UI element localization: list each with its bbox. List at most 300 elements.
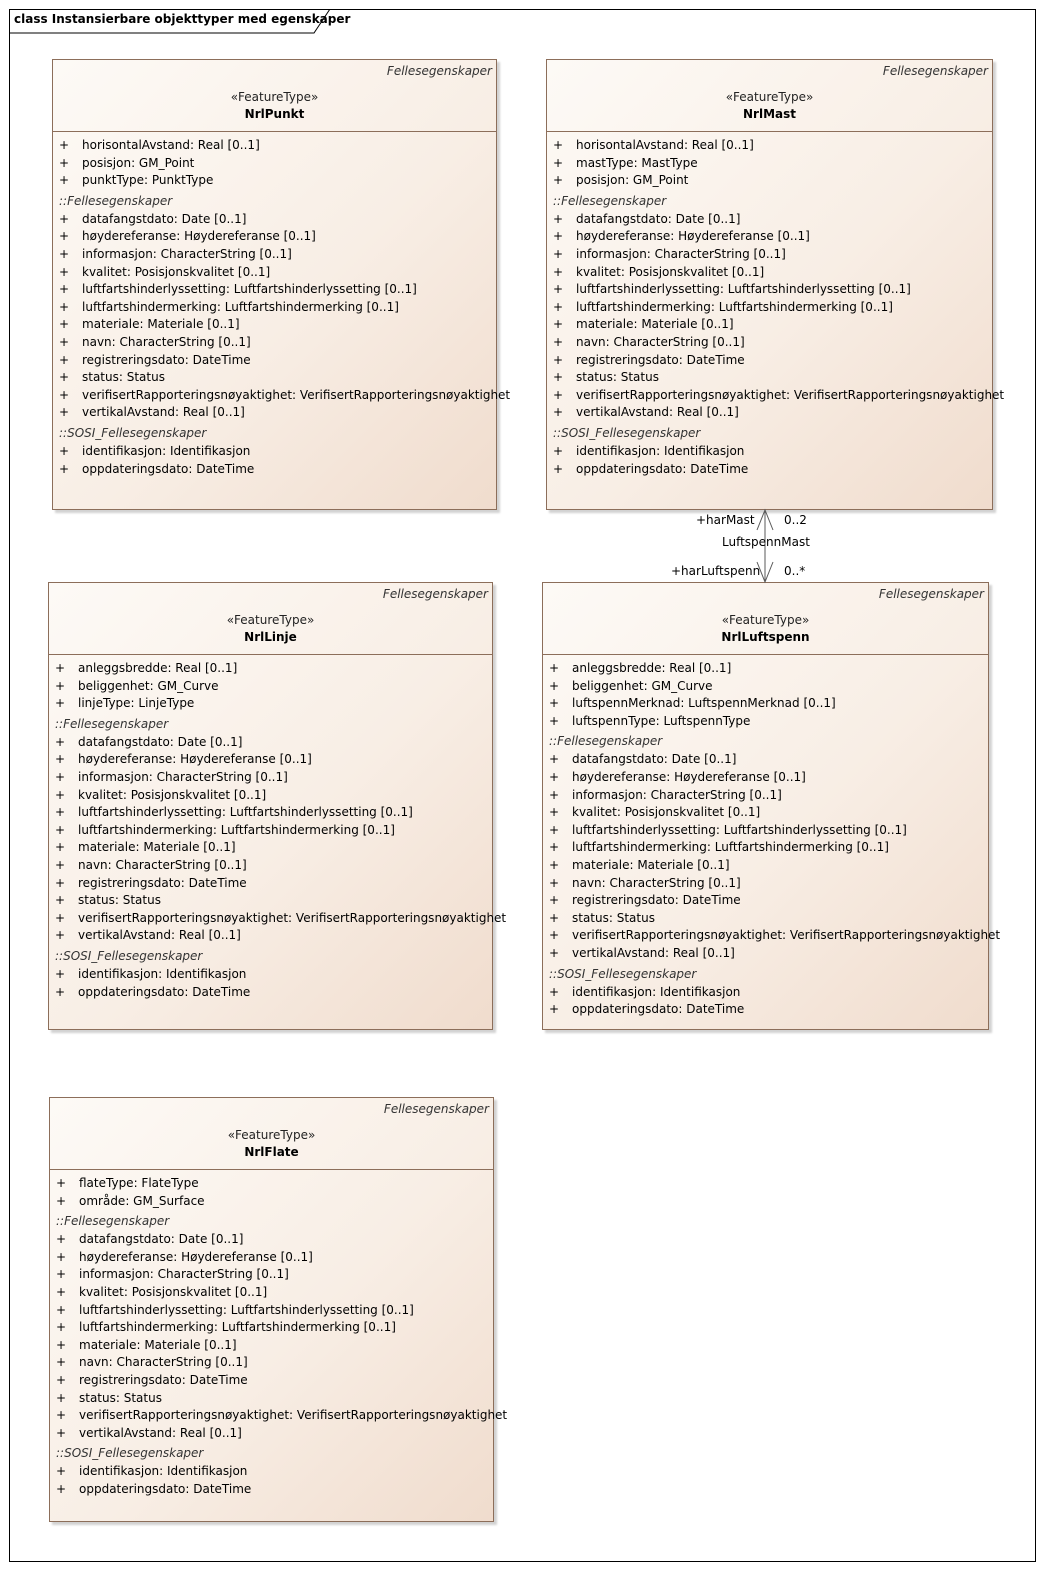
visibility-marker: + bbox=[56, 1320, 67, 1335]
attribute-row[interactable] bbox=[56, 1337, 493, 1355]
role-harmast: +harMast bbox=[696, 513, 755, 527]
attribute-text: informasjon: CharacterString [0..1] bbox=[79, 1267, 289, 1282]
class-header bbox=[543, 583, 988, 655]
visibility-marker: + bbox=[549, 945, 560, 960]
attribute-text: posisjon: GM_Point bbox=[576, 173, 689, 188]
visibility-marker: + bbox=[549, 893, 560, 908]
attribute-text: vertikalAvstand: Real [0..1] bbox=[79, 1425, 242, 1440]
visibility-marker: + bbox=[56, 1425, 67, 1440]
visibility-marker: + bbox=[553, 211, 564, 226]
visibility-marker: + bbox=[553, 461, 564, 476]
class-nrlflate[interactable] bbox=[49, 1097, 508, 1522]
visibility-marker: + bbox=[56, 1232, 67, 1247]
attribute-row[interactable] bbox=[549, 769, 988, 787]
attribute-row[interactable] bbox=[549, 857, 988, 875]
attribute-row[interactable] bbox=[59, 228, 496, 246]
attribute-row[interactable] bbox=[56, 1407, 508, 1425]
visibility-marker: + bbox=[56, 1176, 67, 1190]
attribute-row[interactable] bbox=[549, 1001, 988, 1019]
group-sosi-fellesegenskaper: ::SOSI_Fellesegenskaper bbox=[59, 425, 207, 440]
class-name[interactable]: NrlLuftspenn bbox=[721, 630, 810, 644]
attribute-text: registreringsdato: DateTime bbox=[572, 893, 741, 908]
attribute-text: datafangstdato: Date [0..1] bbox=[79, 1232, 244, 1247]
attribute-text: navn: CharacterString [0..1] bbox=[82, 334, 251, 349]
visibility-marker: + bbox=[553, 317, 564, 332]
visibility-marker: + bbox=[553, 405, 564, 420]
visibility-marker: + bbox=[59, 211, 70, 226]
attribute-row[interactable] bbox=[56, 1231, 493, 1249]
visibility-marker: + bbox=[549, 928, 560, 943]
attribute-row[interactable] bbox=[553, 211, 992, 229]
attribute-text: verifisertRapporteringsnøyaktighet: VerifisertRapporteringsnøyaktighet bbox=[576, 387, 1005, 402]
supertype-label: Fellesegenskaper bbox=[882, 64, 988, 78]
attribute-row[interactable] bbox=[56, 1372, 493, 1390]
attribute-text: datafangstdato: Date [0..1] bbox=[82, 211, 247, 226]
attribute-text: beliggenhet: GM_Curve bbox=[572, 678, 713, 693]
visibility-marker: + bbox=[59, 370, 70, 385]
attribute-text: materiale: Materiale [0..1] bbox=[82, 317, 240, 332]
visibility-marker: + bbox=[56, 1284, 67, 1299]
visibility-marker: + bbox=[549, 822, 560, 837]
visibility-marker: + bbox=[549, 678, 560, 693]
attribute-text: navn: CharacterString [0..1] bbox=[572, 875, 741, 890]
attribute-row[interactable] bbox=[56, 1319, 493, 1337]
attribute-text: luftspennMerknad: LuftspennMerknad [0..1] bbox=[572, 696, 836, 711]
attribute-text: høydereferanse: Høydereferanse [0..1] bbox=[572, 769, 806, 784]
group-fellesegenskaper: ::Fellesegenskaper bbox=[59, 193, 173, 208]
attribute-text: beliggenhet: GM_Curve bbox=[78, 678, 219, 693]
attribute-row[interactable] bbox=[549, 822, 988, 840]
class-nrlpunkt[interactable] bbox=[52, 59, 511, 510]
attribute-text: verifisertRapporteringsnøyaktighet: VerifisertRapporteringsnøyaktighet bbox=[79, 1408, 508, 1423]
visibility-marker: + bbox=[553, 282, 564, 297]
attribute-row[interactable] bbox=[56, 1284, 493, 1302]
attribute-row[interactable] bbox=[55, 769, 492, 787]
attribute-text: registreringsdato: DateTime bbox=[79, 1372, 248, 1387]
attribute-compartment bbox=[53, 132, 511, 478]
attribute-text: anleggsbredde: Real [0..1] bbox=[572, 661, 732, 675]
attribute-row[interactable] bbox=[59, 387, 511, 405]
class-name[interactable]: NrlMast bbox=[743, 107, 796, 121]
group-sosi-fellesegenskaper: ::SOSI_Fellesegenskaper bbox=[549, 966, 697, 981]
visibility-marker: + bbox=[55, 857, 66, 872]
attribute-row[interactable] bbox=[553, 137, 992, 155]
attribute-text: informasjon: CharacterString [0..1] bbox=[82, 246, 292, 261]
attribute-row[interactable] bbox=[553, 461, 992, 479]
attribute-row[interactable] bbox=[59, 281, 496, 299]
attribute-row[interactable] bbox=[553, 281, 992, 299]
attribute-row[interactable] bbox=[55, 804, 492, 822]
visibility-marker: + bbox=[55, 787, 66, 802]
visibility-marker: + bbox=[56, 1390, 67, 1405]
visibility-marker: + bbox=[55, 840, 66, 855]
attribute-row[interactable] bbox=[56, 1193, 493, 1211]
attribute-row[interactable] bbox=[549, 892, 988, 910]
attribute-text: registreringsdato: DateTime bbox=[576, 352, 745, 367]
attribute-text: punktType: PunktType bbox=[82, 173, 214, 188]
visibility-marker: + bbox=[549, 910, 560, 925]
attribute-row[interactable] bbox=[59, 443, 496, 461]
class-header bbox=[547, 60, 992, 132]
attribute-text: navn: CharacterString [0..1] bbox=[79, 1355, 248, 1370]
attribute-row[interactable] bbox=[553, 316, 992, 334]
visibility-marker: + bbox=[553, 387, 564, 402]
visibility-marker: + bbox=[59, 352, 70, 367]
attribute-text: informasjon: CharacterString [0..1] bbox=[78, 769, 288, 784]
attribute-text: vertikalAvstand: Real [0..1] bbox=[576, 405, 739, 420]
attribute-row[interactable] bbox=[55, 875, 492, 893]
attribute-row[interactable] bbox=[549, 678, 988, 696]
visibility-marker: + bbox=[55, 822, 66, 837]
group-sosi-fellesegenskaper: ::SOSI_Fellesegenskaper bbox=[553, 425, 701, 440]
supertype-label: Fellesegenskaper bbox=[386, 64, 492, 78]
attribute-text: flateType: FlateType bbox=[79, 1176, 199, 1190]
group-sosi-fellesegenskaper: ::SOSI_Fellesegenskaper bbox=[56, 1446, 204, 1461]
visibility-marker: + bbox=[59, 173, 70, 188]
attribute-text: luftfartshindermerking: Luftfartshindermerking [0..1] bbox=[78, 822, 395, 837]
attribute-row[interactable] bbox=[56, 1302, 493, 1320]
attribute-row[interactable] bbox=[59, 334, 496, 352]
attribute-text: datafangstdato: Date [0..1] bbox=[576, 211, 741, 226]
attribute-text: høydereferanse: Høydereferanse [0..1] bbox=[78, 752, 312, 767]
visibility-marker: + bbox=[59, 246, 70, 261]
group-fellesegenskaper: ::Fellesegenskaper bbox=[55, 716, 169, 731]
visibility-marker: + bbox=[59, 334, 70, 349]
attribute-row[interactable] bbox=[59, 264, 496, 282]
attribute-row[interactable] bbox=[55, 734, 492, 752]
attribute-row[interactable] bbox=[553, 352, 992, 370]
attribute-text: status: Status bbox=[78, 893, 161, 908]
visibility-marker: + bbox=[55, 893, 66, 908]
visibility-marker: + bbox=[553, 443, 564, 458]
visibility-marker: + bbox=[56, 1481, 67, 1496]
attribute-text: navn: CharacterString [0..1] bbox=[576, 334, 745, 349]
visibility-marker: + bbox=[549, 840, 560, 855]
class-nrlluftspenn[interactable] bbox=[542, 582, 1001, 1030]
attribute-row[interactable] bbox=[549, 713, 988, 731]
attribute-row[interactable] bbox=[56, 1249, 493, 1267]
attribute-text: luftfartshindermerking: Luftfartshindermerking [0..1] bbox=[79, 1320, 396, 1335]
attribute-text: materiale: Materiale [0..1] bbox=[572, 857, 730, 872]
attribute-row[interactable] bbox=[549, 660, 988, 678]
visibility-marker: + bbox=[56, 1408, 67, 1423]
supertype-label: Fellesegenskaper bbox=[383, 1102, 489, 1116]
attribute-compartment bbox=[547, 132, 1005, 478]
attribute-text: informasjon: CharacterString [0..1] bbox=[576, 246, 786, 261]
visibility-marker: + bbox=[59, 387, 70, 402]
visibility-marker: + bbox=[56, 1249, 67, 1264]
visibility-marker: + bbox=[549, 752, 560, 767]
visibility-marker: + bbox=[55, 910, 66, 925]
visibility-marker: + bbox=[55, 734, 66, 749]
attribute-row[interactable] bbox=[56, 1266, 493, 1284]
visibility-marker: + bbox=[55, 966, 66, 981]
attribute-row[interactable] bbox=[56, 1463, 493, 1481]
attribute-row[interactable] bbox=[59, 246, 496, 264]
attribute-row[interactable] bbox=[553, 387, 1005, 405]
class-nrlmast[interactable] bbox=[546, 59, 1005, 510]
attribute-text: vertikalAvstand: Real [0..1] bbox=[78, 928, 241, 943]
visibility-marker: + bbox=[549, 1002, 560, 1017]
attribute-text: identifikasjon: Identifikasjon bbox=[572, 984, 741, 999]
attribute-text: datafangstdato: Date [0..1] bbox=[572, 752, 737, 767]
frame-title: class Instansierbare objekttyper med egenskaper bbox=[14, 12, 351, 26]
visibility-marker: + bbox=[55, 696, 66, 711]
visibility-marker: + bbox=[549, 713, 560, 728]
attribute-row[interactable] bbox=[55, 857, 492, 875]
attribute-text: horisontalAvstand: Real [0..1] bbox=[576, 138, 754, 152]
attribute-row[interactable] bbox=[59, 211, 496, 229]
attribute-text: identifikasjon: Identifikasjon bbox=[78, 966, 247, 981]
visibility-marker: + bbox=[55, 875, 66, 890]
attribute-text: identifikasjon: Identifikasjon bbox=[82, 443, 251, 458]
visibility-marker: + bbox=[59, 264, 70, 279]
visibility-marker: + bbox=[549, 769, 560, 784]
supertype-label: Fellesegenskaper bbox=[878, 587, 984, 601]
attribute-row[interactable] bbox=[59, 461, 496, 479]
visibility-marker: + bbox=[56, 1302, 67, 1317]
attribute-row[interactable] bbox=[549, 751, 988, 769]
attribute-row[interactable] bbox=[55, 678, 492, 696]
attribute-text: materiale: Materiale [0..1] bbox=[79, 1337, 237, 1352]
attribute-text: luftfartshinderlyssetting: Luftfartshinderlyssetting [0..1] bbox=[79, 1302, 414, 1317]
attribute-row[interactable] bbox=[553, 369, 992, 387]
visibility-marker: + bbox=[549, 984, 560, 999]
attribute-row[interactable] bbox=[55, 822, 492, 840]
attribute-row[interactable] bbox=[553, 228, 992, 246]
visibility-marker: + bbox=[549, 787, 560, 802]
attribute-row[interactable] bbox=[549, 927, 1001, 945]
attribute-row[interactable] bbox=[553, 246, 992, 264]
visibility-marker: + bbox=[56, 1193, 67, 1208]
attribute-text: område: GM_Surface bbox=[79, 1193, 205, 1208]
attribute-row[interactable] bbox=[59, 299, 496, 317]
visibility-marker: + bbox=[553, 370, 564, 385]
attribute-text: luftfartshindermerking: Luftfartshindermerking [0..1] bbox=[82, 299, 399, 314]
visibility-marker: + bbox=[549, 857, 560, 872]
attribute-row[interactable] bbox=[59, 352, 496, 370]
visibility-marker: + bbox=[55, 752, 66, 767]
attribute-text: kvalitet: Posisjonskvalitet [0..1] bbox=[82, 264, 271, 279]
class-header bbox=[50, 1098, 493, 1170]
stereotype-label: «FeatureType» bbox=[230, 90, 319, 104]
visibility-marker: + bbox=[553, 155, 564, 170]
attribute-row[interactable] bbox=[549, 984, 988, 1002]
visibility-marker: + bbox=[553, 229, 564, 244]
attribute-row[interactable] bbox=[549, 910, 988, 928]
visibility-marker: + bbox=[59, 299, 70, 314]
attribute-text: horisontalAvstand: Real [0..1] bbox=[82, 138, 260, 152]
attribute-row[interactable] bbox=[56, 1390, 493, 1408]
role-harluftspenn: +harLuftspenn bbox=[671, 564, 761, 578]
visibility-marker: + bbox=[59, 443, 70, 458]
visibility-marker: + bbox=[553, 264, 564, 279]
stereotype-label: «FeatureType» bbox=[227, 1128, 316, 1142]
multiplicity-mast: 0..2 bbox=[784, 513, 807, 527]
attribute-text: materiale: Materiale [0..1] bbox=[78, 840, 236, 855]
stereotype-label: «FeatureType» bbox=[725, 90, 814, 104]
attribute-row[interactable] bbox=[553, 443, 992, 461]
visibility-marker: + bbox=[55, 984, 66, 999]
attribute-row[interactable] bbox=[56, 1175, 493, 1193]
visibility-marker: + bbox=[553, 246, 564, 261]
attribute-text: oppdateringsdato: DateTime bbox=[82, 461, 255, 476]
attribute-text: registreringsdato: DateTime bbox=[78, 875, 247, 890]
group-fellesegenskaper: ::Fellesegenskaper bbox=[549, 734, 663, 749]
attribute-row[interactable] bbox=[553, 264, 992, 282]
attribute-text: vertikalAvstand: Real [0..1] bbox=[82, 405, 245, 420]
visibility-marker: + bbox=[549, 805, 560, 820]
class-header bbox=[53, 60, 496, 132]
association-name: LuftspennMast bbox=[722, 535, 810, 549]
attribute-row[interactable] bbox=[59, 369, 496, 387]
stereotype-label: «FeatureType» bbox=[721, 613, 810, 627]
attribute-text: oppdateringsdato: DateTime bbox=[79, 1481, 252, 1496]
attribute-compartment bbox=[543, 655, 1001, 1019]
attribute-text: materiale: Materiale [0..1] bbox=[576, 317, 734, 332]
attribute-row[interactable] bbox=[55, 910, 507, 928]
attribute-row[interactable] bbox=[553, 299, 992, 317]
attribute-text: kvalitet: Posisjonskvalitet [0..1] bbox=[78, 787, 267, 802]
attribute-text: luftfartshinderlyssetting: Luftfartshinderlyssetting [0..1] bbox=[82, 282, 417, 297]
visibility-marker: + bbox=[56, 1464, 67, 1479]
visibility-marker: + bbox=[549, 696, 560, 711]
attribute-text: høydereferanse: Høydereferanse [0..1] bbox=[576, 229, 810, 244]
attribute-text: status: Status bbox=[576, 370, 659, 385]
attribute-row[interactable] bbox=[55, 984, 492, 1002]
visibility-marker: + bbox=[59, 461, 70, 476]
visibility-marker: + bbox=[59, 155, 70, 170]
class-name[interactable]: NrlLinje bbox=[244, 630, 297, 644]
attribute-compartment bbox=[49, 655, 507, 1001]
visibility-marker: + bbox=[56, 1267, 67, 1282]
attribute-text: vertikalAvstand: Real [0..1] bbox=[572, 945, 735, 960]
attribute-text: mastType: MastType bbox=[576, 155, 698, 170]
attribute-row[interactable] bbox=[55, 892, 492, 910]
stereotype-label: «FeatureType» bbox=[226, 613, 315, 627]
attribute-text: kvalitet: Posisjonskvalitet [0..1] bbox=[79, 1284, 268, 1299]
attribute-row[interactable] bbox=[55, 787, 492, 805]
attribute-text: høydereferanse: Høydereferanse [0..1] bbox=[79, 1249, 313, 1264]
attribute-row[interactable] bbox=[59, 316, 496, 334]
visibility-marker: + bbox=[553, 173, 564, 188]
attribute-text: høydereferanse: Høydereferanse [0..1] bbox=[82, 229, 316, 244]
visibility-marker: + bbox=[59, 317, 70, 332]
visibility-marker: + bbox=[56, 1372, 67, 1387]
attribute-text: oppdateringsdato: DateTime bbox=[572, 1002, 745, 1017]
attribute-row[interactable] bbox=[55, 927, 492, 945]
attribute-text: kvalitet: Posisjonskvalitet [0..1] bbox=[572, 805, 761, 820]
class-name[interactable]: NrlPunkt bbox=[244, 107, 305, 121]
attribute-text: status: Status bbox=[79, 1390, 162, 1405]
visibility-marker: + bbox=[55, 928, 66, 943]
attribute-row[interactable] bbox=[55, 751, 492, 769]
attribute-text: linjeType: LinjeType bbox=[78, 696, 195, 711]
visibility-marker: + bbox=[59, 282, 70, 297]
attribute-row[interactable] bbox=[553, 155, 992, 173]
attribute-text: posisjon: GM_Point bbox=[82, 155, 195, 170]
class-nrllinje[interactable] bbox=[48, 582, 507, 1030]
attribute-text: status: Status bbox=[572, 910, 655, 925]
attribute-row[interactable] bbox=[549, 787, 988, 805]
visibility-marker: + bbox=[549, 661, 560, 675]
visibility-marker: + bbox=[59, 405, 70, 420]
attribute-row[interactable] bbox=[549, 804, 988, 822]
attribute-text: informasjon: CharacterString [0..1] bbox=[572, 787, 782, 802]
attribute-row[interactable] bbox=[553, 172, 992, 190]
attribute-row[interactable] bbox=[56, 1354, 493, 1372]
attribute-text: oppdateringsdato: DateTime bbox=[576, 461, 749, 476]
attribute-text: identifikasjon: Identifikasjon bbox=[576, 443, 745, 458]
attribute-text: luftfartshinderlyssetting: Luftfartshinderlyssetting [0..1] bbox=[576, 282, 911, 297]
visibility-marker: + bbox=[553, 334, 564, 349]
attribute-text: kvalitet: Posisjonskvalitet [0..1] bbox=[576, 264, 765, 279]
attribute-row[interactable] bbox=[549, 839, 988, 857]
attribute-text: verifisertRapporteringsnøyaktighet: VerifisertRapporteringsnøyaktighet bbox=[82, 387, 511, 402]
visibility-marker: + bbox=[56, 1355, 67, 1370]
attribute-text: luftfartshindermerking: Luftfartshindermerking [0..1] bbox=[576, 299, 893, 314]
class-name[interactable]: NrlFlate bbox=[244, 1145, 299, 1159]
visibility-marker: + bbox=[549, 875, 560, 890]
visibility-marker: + bbox=[55, 661, 66, 675]
group-sosi-fellesegenskaper: ::SOSI_Fellesegenskaper bbox=[55, 948, 203, 963]
attribute-row[interactable] bbox=[55, 660, 492, 678]
attribute-text: status: Status bbox=[82, 370, 165, 385]
attribute-text: navn: CharacterString [0..1] bbox=[78, 857, 247, 872]
attribute-row[interactable] bbox=[59, 172, 496, 190]
attribute-text: datafangstdato: Date [0..1] bbox=[78, 734, 243, 749]
multiplicity-luftspenn: 0..* bbox=[784, 564, 806, 578]
attribute-row[interactable] bbox=[59, 137, 496, 155]
attribute-text: verifisertRapporteringsnøyaktighet: VerifisertRapporteringsnøyaktighet bbox=[78, 910, 507, 925]
class-header bbox=[49, 583, 492, 655]
attribute-row[interactable] bbox=[56, 1425, 493, 1443]
visibility-marker: + bbox=[553, 352, 564, 367]
visibility-marker: + bbox=[55, 678, 66, 693]
attribute-text: luftspennType: LuftspennType bbox=[572, 713, 751, 728]
visibility-marker: + bbox=[55, 769, 66, 784]
attribute-row[interactable] bbox=[59, 404, 496, 422]
attribute-row[interactable] bbox=[553, 404, 992, 422]
group-fellesegenskaper: ::Fellesegenskaper bbox=[553, 193, 667, 208]
visibility-marker: + bbox=[553, 138, 564, 152]
attribute-row[interactable] bbox=[59, 155, 496, 173]
attribute-text: luftfartshindermerking: Luftfartshindermerking [0..1] bbox=[572, 840, 889, 855]
supertype-label: Fellesegenskaper bbox=[382, 587, 488, 601]
visibility-marker: + bbox=[55, 805, 66, 820]
attribute-row[interactable] bbox=[55, 839, 492, 857]
attribute-row[interactable] bbox=[549, 945, 988, 963]
visibility-marker: + bbox=[56, 1337, 67, 1352]
group-fellesegenskaper: ::Fellesegenskaper bbox=[56, 1214, 170, 1229]
attribute-text: luftfartshinderlyssetting: Luftfartshinderlyssetting [0..1] bbox=[572, 822, 907, 837]
attribute-text: registreringsdato: DateTime bbox=[82, 352, 251, 367]
attribute-row[interactable] bbox=[549, 875, 988, 893]
attribute-text: oppdateringsdato: DateTime bbox=[78, 984, 251, 999]
attribute-text: anleggsbredde: Real [0..1] bbox=[78, 661, 238, 675]
attribute-row[interactable] bbox=[55, 966, 492, 984]
attribute-text: verifisertRapporteringsnøyaktighet: VerifisertRapporteringsnøyaktighet bbox=[572, 928, 1001, 943]
attribute-row[interactable] bbox=[55, 695, 492, 713]
visibility-marker: + bbox=[553, 299, 564, 314]
attribute-row[interactable] bbox=[56, 1481, 493, 1499]
attribute-compartment bbox=[50, 1170, 508, 1499]
visibility-marker: + bbox=[59, 138, 70, 152]
attribute-row[interactable] bbox=[549, 695, 988, 713]
attribute-row[interactable] bbox=[553, 334, 992, 352]
attribute-text: identifikasjon: Identifikasjon bbox=[79, 1464, 248, 1479]
visibility-marker: + bbox=[59, 229, 70, 244]
